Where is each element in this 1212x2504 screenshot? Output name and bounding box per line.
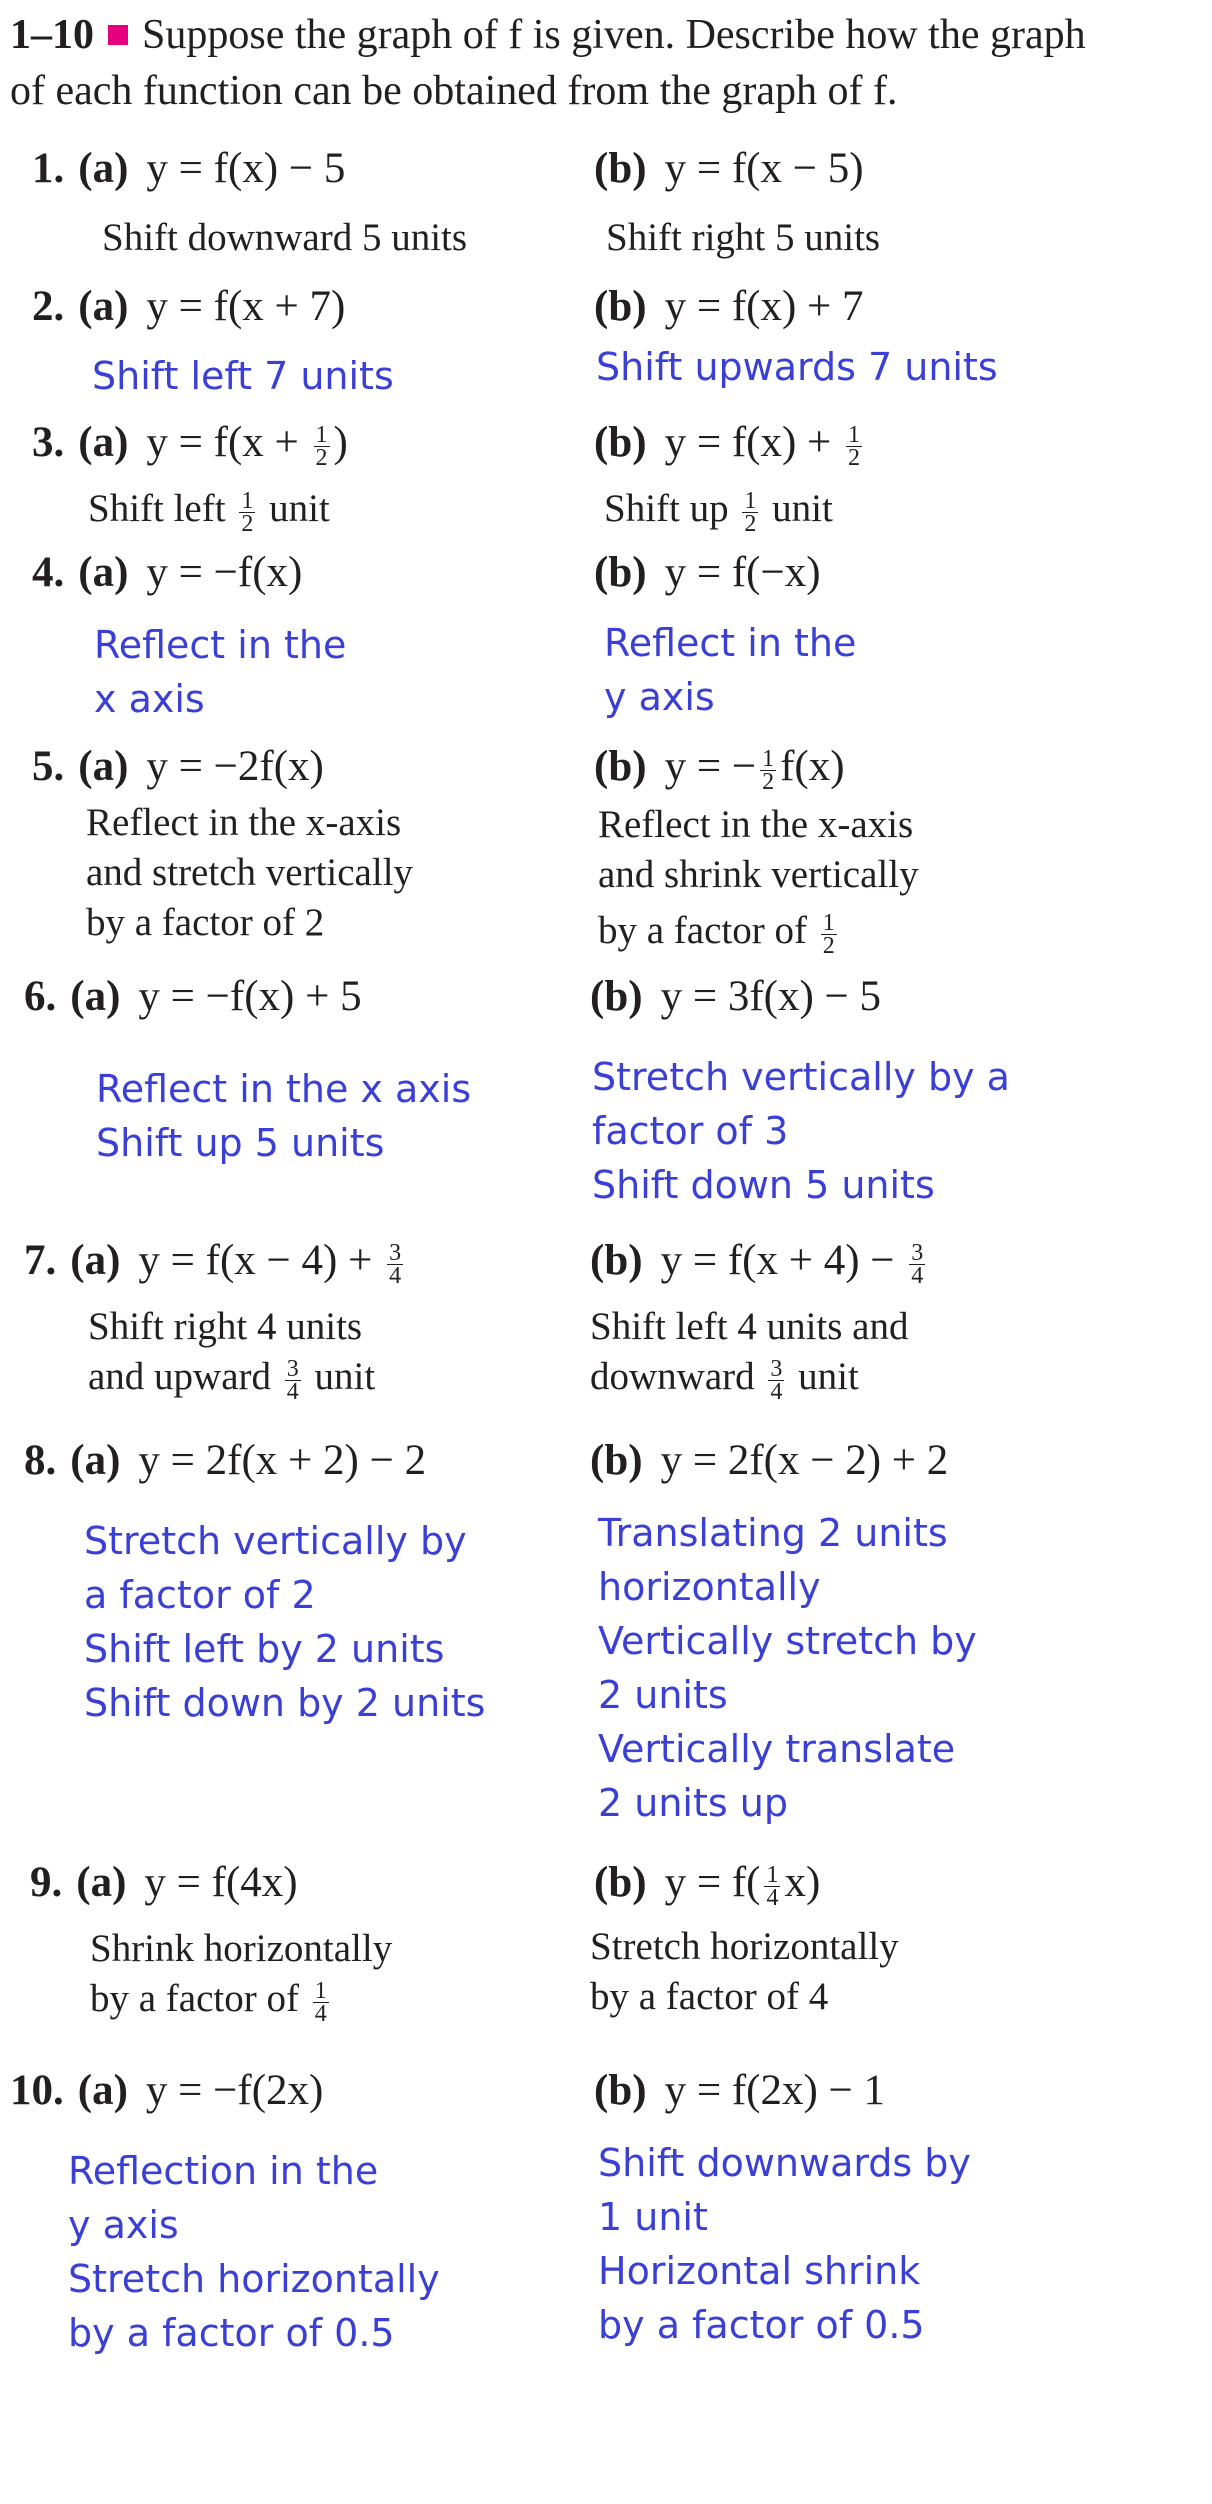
problem-number: 1. [32, 145, 65, 192]
function-expression: y = − [664, 743, 757, 790]
problem-1a-equation [32, 144, 345, 193]
function-expression: y = f(x) + 7 [664, 283, 864, 330]
answer-text: Shift left [88, 487, 236, 530]
fraction-denominator: 4 [314, 2000, 327, 2027]
answer-line: Shift left 4 units and [590, 1305, 909, 1348]
answer-line: Reflect in the x axis [96, 1067, 472, 1111]
function-expression: y = 2f(x + 2) − 2 [138, 1437, 427, 1484]
function-expression: y = f( [664, 1859, 761, 1906]
answer-text: downward [590, 1355, 765, 1398]
part-label: (b) [590, 1437, 643, 1484]
fraction-numerator: 3 [389, 1239, 402, 1266]
answer-line: by a factor of 0.5 [68, 2311, 395, 2355]
fraction-denominator: 2 [762, 768, 775, 795]
part-label: (a) [70, 973, 121, 1020]
fraction-numerator: 1 [315, 421, 328, 448]
part-label: (a) [78, 549, 129, 596]
fraction-numerator: 1 [762, 745, 775, 772]
problem-6a-equation [24, 972, 362, 1021]
intro-text-2: of each function can be obtained from the graph of f. [10, 68, 898, 114]
problem-5b-answer [598, 800, 919, 957]
intro-text-1: Suppose the graph of f is given. Describe how the graph [142, 12, 1086, 58]
part-label: (a) [78, 743, 129, 790]
answer-line: horizontally [598, 1565, 821, 1609]
fraction-denominator: 2 [315, 444, 328, 471]
answer-text-end: unit [304, 1355, 376, 1398]
fraction [313, 1977, 329, 2027]
function-expression: y = f(x) + [664, 419, 843, 466]
problem-number: 2. [32, 283, 65, 330]
problem-5a-answer [86, 798, 413, 948]
intro-line-2 [10, 64, 897, 118]
answer-line: Shift left by 2 units [84, 1627, 445, 1671]
answer-line: Stretch vertically by [84, 1519, 467, 1563]
problem-3b-answer [604, 484, 833, 535]
fraction-denominator: 4 [389, 1262, 402, 1289]
fraction-denominator: 4 [770, 1378, 783, 1405]
problem-number: 8. [24, 1437, 57, 1484]
fraction-denominator: 4 [911, 1262, 924, 1289]
part-label: (b) [594, 145, 647, 192]
fraction-numerator: 1 [822, 909, 835, 936]
answer-line: Vertically translate [598, 1727, 956, 1771]
answer-text-end: unit [762, 487, 833, 530]
answer-line: Reflect in the x-axis [86, 801, 402, 844]
problem-9a-answer [90, 1924, 392, 2025]
function-expression: y = f(−x) [664, 549, 821, 596]
problem-number: 7. [24, 1237, 57, 1284]
fraction [760, 745, 776, 795]
fraction-numerator: 1 [766, 1861, 779, 1888]
part-label: (a) [77, 2067, 128, 2114]
answer-line: x axis [94, 677, 205, 721]
fraction-denominator: 2 [744, 510, 757, 537]
problem-10a-answer [68, 2144, 440, 2360]
answer-text: by a factor of [90, 1977, 309, 2020]
problem-9b-answer [590, 1922, 899, 2022]
function-expression-end: x) [784, 1859, 821, 1906]
part-label: (b) [594, 743, 647, 790]
answer-line: Reflect in the x-axis [598, 803, 914, 846]
fraction [314, 421, 330, 471]
fraction [239, 487, 255, 537]
answer-line: factor of 3 [592, 1109, 789, 1153]
function-expression: y = f(x + [146, 419, 310, 466]
fraction-numerator: 3 [770, 1355, 783, 1382]
answer-line: 2 units [598, 1673, 728, 1717]
problem-number: 3. [32, 419, 65, 466]
problem-4a-equation [32, 548, 302, 597]
problem-7a-equation [24, 1236, 407, 1287]
part-label: (a) [70, 1237, 121, 1284]
answer-line: Horizontal shrink [598, 2249, 921, 2293]
answer-text: Shift up [604, 487, 739, 530]
fraction-denominator: 2 [822, 932, 835, 959]
fraction-numerator: 1 [314, 1977, 327, 2004]
answer-text-end: unit [788, 1355, 859, 1398]
part-label: (b) [594, 283, 647, 330]
fraction-numerator: 1 [744, 487, 757, 514]
problem-8a-equation [24, 1436, 426, 1485]
answer-text-end: unit [259, 487, 330, 530]
answer-text: by a factor of [598, 909, 817, 952]
answer-line: Reflect in the [604, 621, 857, 665]
function-expression: y = −f(2x) [145, 2067, 324, 2114]
problem-2b-equation [594, 282, 864, 331]
function-expression: y = f(x) − 5 [146, 145, 346, 192]
answer-line [590, 1352, 908, 1403]
problem-8b-equation [590, 1436, 948, 1485]
part-label: (b) [594, 1859, 647, 1906]
problem-9b-equation [594, 1858, 820, 1909]
answer-line: by a factor of 0.5 [598, 2303, 925, 2347]
problem-4a-answer [94, 618, 346, 726]
answer-line: 1 unit [598, 2195, 708, 2239]
answer-line: Shift downwards by [598, 2141, 971, 2185]
problem-number: 6. [24, 973, 57, 1020]
problem-1a-answer [102, 213, 467, 263]
fraction [764, 1861, 780, 1911]
answer-line: and stretch vertically [86, 851, 414, 894]
part-label: (a) [70, 1437, 121, 1484]
answer-line: Reflect in the [94, 623, 347, 667]
problem-number: 4. [32, 549, 65, 596]
fraction [821, 909, 837, 959]
part-label: (a) [78, 283, 129, 330]
answer-line: and shrink vertically [598, 853, 919, 896]
problem-7a-answer [88, 1302, 375, 1403]
function-expression: y = 3f(x) − 5 [660, 973, 882, 1020]
answer-line: by a factor of 2 [86, 901, 325, 944]
fraction-denominator: 4 [286, 1378, 299, 1405]
problem-8b-answer [598, 1506, 977, 1830]
problem-10b-equation [594, 2066, 885, 2115]
answer-line: Stretch horizontally [68, 2257, 440, 2301]
answer-line: Shift down by 2 units [84, 1681, 486, 1725]
part-label: (a) [76, 1859, 127, 1906]
problem-5a-equation [32, 742, 324, 791]
answer-line: Shift down 5 units [592, 1163, 935, 1207]
function-expression: y = −f(x) + 5 [138, 973, 362, 1020]
answer-line: Shift right 4 units [88, 1305, 363, 1348]
answer-line [598, 906, 919, 957]
fraction-numerator: 3 [286, 1355, 299, 1382]
problem-3a-answer [88, 484, 330, 535]
function-expression: y = f(x − 5) [664, 145, 864, 192]
problem-6b-answer [592, 1050, 1010, 1212]
function-expression: y = f(x − 4) + [138, 1237, 384, 1284]
problem-3b-equation [594, 418, 866, 469]
answer-line: Vertically stretch by [598, 1619, 977, 1663]
fraction-denominator: 2 [848, 444, 861, 471]
problem-3a-equation [32, 418, 348, 469]
function-expression: y = 2f(x − 2) + 2 [660, 1437, 949, 1484]
problem-6b-equation [590, 972, 881, 1021]
function-expression: y = f(4x) [144, 1859, 298, 1906]
function-expression-end: f(x) [780, 743, 845, 790]
problem-2a-answer [92, 349, 394, 403]
answer-line: Shift left 7 units [92, 354, 394, 398]
fraction-numerator: 3 [911, 1239, 924, 1266]
problem-4b-answer [604, 616, 856, 724]
problem-10a-equation [10, 2066, 323, 2115]
problem-9a-equation [30, 1858, 298, 1907]
problem-5b-equation [594, 742, 845, 793]
answer-line: 2 units up [598, 1781, 788, 1825]
answer-line [88, 1352, 375, 1403]
problem-number: 10. [10, 2067, 64, 2114]
fraction [846, 421, 862, 471]
answer-line: a factor of 2 [84, 1573, 316, 1617]
part-label: (b) [590, 1237, 643, 1284]
function-expression: y = −2f(x) [146, 743, 324, 790]
function-expression: y = −f(x) [146, 549, 303, 596]
problem-7b-answer [590, 1302, 908, 1403]
problem-8a-answer [84, 1514, 485, 1730]
part-label: (b) [594, 2067, 647, 2114]
fraction [387, 1239, 403, 1289]
answer-text: and upward [88, 1355, 281, 1398]
answer-line: Shrink horizontally [90, 1927, 393, 1970]
problem-range: 1–10 [10, 12, 94, 58]
part-label: (b) [590, 973, 643, 1020]
fraction [909, 1239, 925, 1289]
fraction-denominator: 2 [241, 510, 254, 537]
problem-4b-equation [594, 548, 821, 597]
answer-line: y axis [68, 2203, 179, 2247]
answer-line [90, 1974, 392, 2025]
problem-6a-answer [96, 1062, 471, 1170]
problem-2a-equation [32, 282, 345, 331]
fraction [768, 1355, 784, 1405]
problem-1b-answer [606, 213, 880, 263]
function-expression: y = f(x + 4) − [660, 1237, 906, 1284]
problem-number: 5. [32, 743, 65, 790]
answer-line: Reflection in the [68, 2149, 379, 2193]
function-expression: y = f(2x) − 1 [664, 2067, 886, 2114]
answer-line: by a factor of 4 [590, 1975, 829, 2018]
problem-10b-answer [598, 2136, 971, 2352]
fraction-denominator: 4 [766, 1884, 779, 1911]
answer-line: Stretch horizontally [590, 1925, 899, 1968]
part-label: (b) [594, 549, 647, 596]
answer-line: y axis [604, 675, 715, 719]
answer-line: Translating 2 units [598, 1511, 948, 1555]
problem-number: 9. [30, 1859, 63, 1906]
problem-1b-equation [594, 144, 864, 193]
answer-line: Shift downward 5 units [102, 216, 468, 259]
fraction [742, 487, 758, 537]
part-label: (a) [78, 145, 129, 192]
function-expression: y = f(x + 7) [146, 283, 346, 330]
answer-line: Shift right 5 units [606, 216, 881, 259]
intro-line-1 [10, 8, 1086, 62]
fraction-numerator: 1 [848, 421, 861, 448]
answer-line: Shift upwards 7 units [596, 345, 998, 389]
problem-2b-answer [596, 340, 998, 394]
section-marker-icon [108, 25, 128, 45]
answer-line: Shift up 5 units [96, 1121, 385, 1165]
problem-7b-equation [590, 1236, 929, 1287]
function-expression-end: ) [333, 419, 348, 466]
fraction-numerator: 1 [241, 487, 254, 514]
part-label: (b) [594, 419, 647, 466]
part-label: (a) [78, 419, 129, 466]
fraction [285, 1355, 301, 1405]
answer-line: Stretch vertically by a [592, 1055, 1010, 1099]
